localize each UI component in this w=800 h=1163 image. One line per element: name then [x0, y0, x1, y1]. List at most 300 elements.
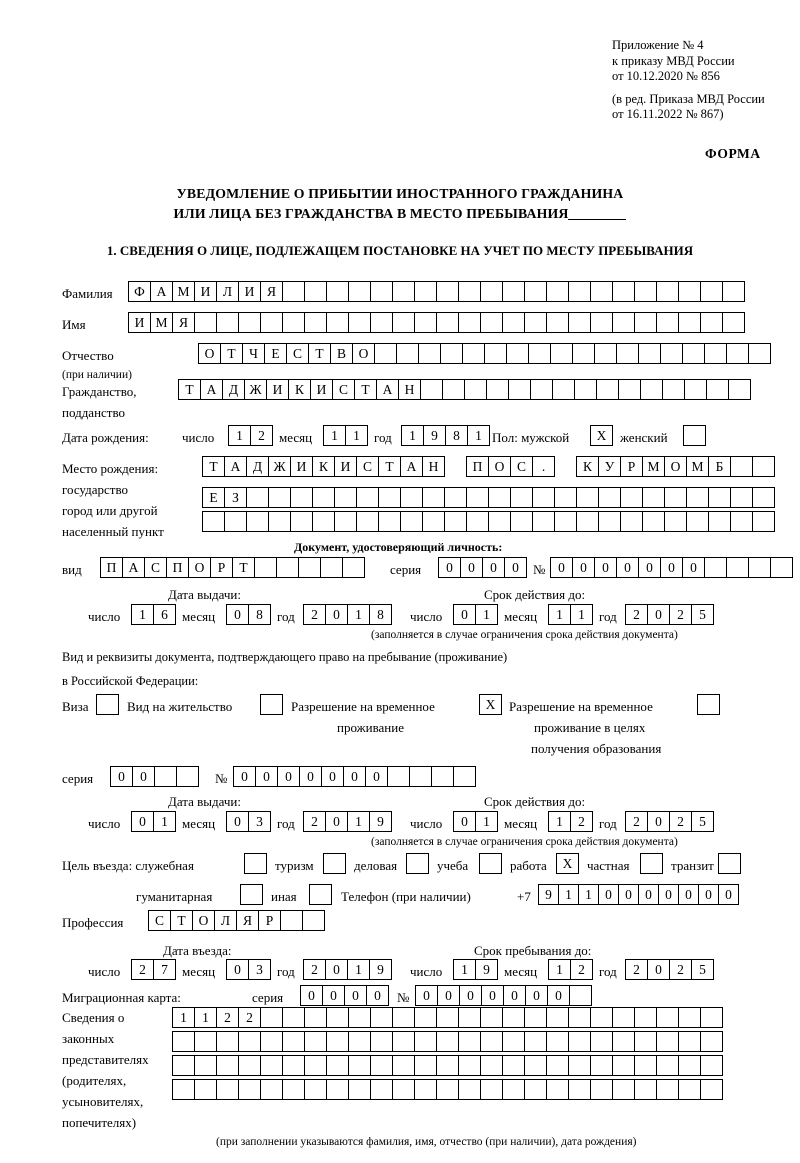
form-cell[interactable]: С	[144, 557, 167, 578]
form-cell[interactable]: 2	[625, 811, 648, 832]
form-cell[interactable]: 0	[299, 766, 322, 787]
form-cell[interactable]: 1	[347, 604, 370, 625]
form-cell[interactable]	[524, 281, 547, 302]
form-cell[interactable]: 0	[698, 884, 719, 905]
form-cell[interactable]: Д	[222, 379, 245, 400]
form-cell[interactable]: .	[532, 456, 555, 477]
form-cell[interactable]	[618, 379, 641, 400]
form-cell[interactable]: А	[224, 456, 247, 477]
form-cell[interactable]: 0	[233, 766, 256, 787]
form-cell[interactable]	[370, 1031, 393, 1052]
form-cell[interactable]: 0	[598, 884, 619, 905]
form-cell[interactable]	[642, 511, 665, 532]
form-cell[interactable]	[440, 343, 463, 364]
form-cell[interactable]	[238, 1031, 261, 1052]
form-cell[interactable]	[282, 1055, 305, 1076]
form-cell[interactable]	[682, 343, 705, 364]
form-cell[interactable]	[686, 487, 709, 508]
form-cell[interactable]: 0	[504, 557, 527, 578]
form-cell[interactable]: 1	[153, 811, 176, 832]
form-cell[interactable]	[370, 281, 393, 302]
form-cell[interactable]: 0	[322, 985, 345, 1006]
form-cell[interactable]: Л	[216, 281, 239, 302]
form-cell[interactable]	[326, 1079, 349, 1100]
form-cell[interactable]: 0	[618, 884, 639, 905]
form-cell[interactable]: Е	[202, 487, 225, 508]
form-cell[interactable]	[656, 281, 679, 302]
form-cell[interactable]	[458, 1007, 481, 1028]
form-cell[interactable]: Т	[170, 910, 193, 931]
form-cell[interactable]: 0	[481, 985, 504, 1006]
form-cell[interactable]	[326, 281, 349, 302]
form-cell[interactable]	[356, 487, 379, 508]
form-cell[interactable]	[634, 1031, 657, 1052]
form-cell[interactable]: 0	[678, 884, 699, 905]
form-cell[interactable]	[612, 1079, 635, 1100]
form-cell[interactable]: 0	[226, 959, 249, 980]
form-cell[interactable]: И	[334, 456, 357, 477]
stay-valid-year-cells[interactable]	[625, 811, 713, 832]
form-cell[interactable]	[568, 281, 591, 302]
form-cell[interactable]	[634, 1079, 657, 1100]
form-cell[interactable]	[356, 511, 379, 532]
form-cell[interactable]	[574, 379, 597, 400]
form-cell[interactable]	[334, 511, 357, 532]
form-cell[interactable]	[238, 1055, 261, 1076]
form-cell[interactable]: А	[150, 281, 173, 302]
form-cell[interactable]: 0	[300, 985, 323, 1006]
form-cell[interactable]	[392, 1031, 415, 1052]
form-cell[interactable]	[298, 557, 321, 578]
form-cell[interactable]: 2	[303, 604, 326, 625]
purpose-transit-checkbox[interactable]	[718, 853, 741, 874]
form-cell[interactable]: Ж	[268, 456, 291, 477]
form-cell[interactable]	[722, 312, 745, 333]
form-cell[interactable]: 0	[638, 884, 659, 905]
doc-issue-month-cells[interactable]	[226, 604, 270, 625]
form-cell[interactable]	[678, 312, 701, 333]
form-cell[interactable]	[246, 487, 269, 508]
form-cell[interactable]	[458, 281, 481, 302]
residence-permit-checkbox[interactable]	[260, 694, 283, 715]
birth-place-city-cells-row1[interactable]	[202, 487, 774, 508]
form-cell[interactable]	[304, 312, 327, 333]
stay-valid-day-cells[interactable]	[453, 811, 497, 832]
form-cell[interactable]	[260, 1007, 283, 1028]
form-cell[interactable]: 2	[238, 1007, 261, 1028]
form-cell[interactable]	[348, 1079, 371, 1100]
edu-residence-checkbox[interactable]	[697, 694, 720, 715]
form-cell[interactable]: 1	[194, 1007, 217, 1028]
stay-until-month-cells[interactable]	[548, 959, 592, 980]
purpose-other-checkbox[interactable]	[309, 884, 332, 905]
form-cell[interactable]: Т	[178, 379, 201, 400]
stay-valid-month-cells[interactable]	[548, 811, 592, 832]
form-cell[interactable]	[546, 1055, 569, 1076]
form-cell[interactable]: Д	[246, 456, 269, 477]
form-cell[interactable]: 2	[303, 811, 326, 832]
form-cell[interactable]: Н	[398, 379, 421, 400]
form-cell[interactable]	[752, 456, 775, 477]
form-cell[interactable]	[700, 1055, 723, 1076]
form-cell[interactable]: О	[488, 456, 511, 477]
form-cell[interactable]: А	[376, 379, 399, 400]
form-cell[interactable]: А	[400, 456, 423, 477]
form-cell[interactable]: 0	[226, 811, 249, 832]
form-cell[interactable]: 1	[323, 425, 346, 446]
form-cell[interactable]: 1	[172, 1007, 195, 1028]
form-cell[interactable]: 1	[548, 811, 571, 832]
form-cell[interactable]	[326, 1055, 349, 1076]
form-cell[interactable]: 0	[110, 766, 133, 787]
form-cell[interactable]	[620, 511, 643, 532]
sex-female-checkbox[interactable]	[683, 425, 706, 446]
form-cell[interactable]: 0	[460, 557, 483, 578]
form-cell[interactable]: 0	[325, 604, 348, 625]
form-cell[interactable]	[594, 343, 617, 364]
form-cell[interactable]: 6	[153, 604, 176, 625]
form-cell[interactable]	[590, 281, 613, 302]
form-cell[interactable]	[510, 487, 533, 508]
form-cell[interactable]	[700, 312, 723, 333]
form-cell[interactable]: 0	[660, 557, 683, 578]
form-cell[interactable]: 1	[347, 811, 370, 832]
form-cell[interactable]	[484, 343, 507, 364]
form-cell[interactable]	[202, 511, 225, 532]
name-cells[interactable]	[128, 312, 744, 333]
form-cell[interactable]	[528, 343, 551, 364]
form-cell[interactable]	[726, 557, 749, 578]
form-cell[interactable]	[370, 1079, 393, 1100]
form-cell[interactable]: М	[150, 312, 173, 333]
form-cell[interactable]	[458, 1079, 481, 1100]
form-cell[interactable]: К	[576, 456, 599, 477]
form-cell[interactable]	[612, 312, 635, 333]
form-cell[interactable]: О	[188, 557, 211, 578]
legal-rep-cells-row1[interactable]	[172, 1007, 722, 1028]
form-cell[interactable]	[590, 1031, 613, 1052]
form-cell[interactable]: 2	[625, 604, 648, 625]
doc-kind-cells[interactable]	[100, 557, 364, 578]
profession-cells[interactable]	[148, 910, 324, 931]
form-cell[interactable]: М	[172, 281, 195, 302]
form-cell[interactable]: М	[686, 456, 709, 477]
form-cell[interactable]	[436, 1079, 459, 1100]
form-cell[interactable]	[612, 1055, 635, 1076]
form-cell[interactable]	[326, 1031, 349, 1052]
form-cell[interactable]: 0	[616, 557, 639, 578]
sex-male-checkbox[interactable]: X	[590, 425, 613, 446]
form-cell[interactable]: 0	[437, 985, 460, 1006]
form-cell[interactable]	[524, 1055, 547, 1076]
form-cell[interactable]: 0	[321, 766, 344, 787]
form-cell[interactable]	[304, 281, 327, 302]
form-cell[interactable]: Т	[308, 343, 331, 364]
form-cell[interactable]	[524, 1079, 547, 1100]
form-cell[interactable]	[748, 343, 771, 364]
form-cell[interactable]	[502, 1055, 525, 1076]
form-cell[interactable]	[442, 379, 465, 400]
form-cell[interactable]	[216, 312, 239, 333]
form-cell[interactable]	[530, 379, 553, 400]
birth-month-cells[interactable]	[323, 425, 367, 446]
form-cell[interactable]	[444, 511, 467, 532]
legal-rep-cells-row2[interactable]	[172, 1031, 722, 1052]
form-cell[interactable]	[678, 1007, 701, 1028]
form-cell[interactable]: 1	[475, 604, 498, 625]
form-cell[interactable]	[554, 511, 577, 532]
doc-valid-year-cells[interactable]	[625, 604, 713, 625]
form-cell[interactable]: 1	[347, 959, 370, 980]
form-cell[interactable]: 0	[415, 985, 438, 1006]
form-cell[interactable]: 2	[669, 811, 692, 832]
form-cell[interactable]: 0	[325, 959, 348, 980]
form-cell[interactable]	[546, 1079, 569, 1100]
form-cell[interactable]	[546, 1031, 569, 1052]
form-cell[interactable]	[392, 281, 415, 302]
form-cell[interactable]	[728, 379, 751, 400]
form-cell[interactable]	[554, 487, 577, 508]
form-cell[interactable]	[302, 910, 325, 931]
form-cell[interactable]: 2	[669, 959, 692, 980]
form-cell[interactable]	[370, 312, 393, 333]
form-cell[interactable]	[510, 511, 533, 532]
form-cell[interactable]: О	[352, 343, 375, 364]
phone-cells[interactable]	[538, 884, 738, 905]
legal-rep-cells-row3[interactable]	[172, 1055, 722, 1076]
form-cell[interactable]	[662, 379, 685, 400]
form-cell[interactable]: 0	[594, 557, 617, 578]
form-cell[interactable]	[590, 1079, 613, 1100]
form-cell[interactable]	[370, 1007, 393, 1028]
form-cell[interactable]	[634, 281, 657, 302]
form-cell[interactable]	[462, 343, 485, 364]
form-cell[interactable]	[348, 1055, 371, 1076]
form-cell[interactable]	[466, 511, 489, 532]
form-cell[interactable]	[268, 511, 291, 532]
migration-series-cells[interactable]	[300, 985, 388, 1006]
form-cell[interactable]: 8	[369, 604, 392, 625]
form-cell[interactable]	[678, 1055, 701, 1076]
form-cell[interactable]: Л	[214, 910, 237, 931]
form-cell[interactable]	[524, 1031, 547, 1052]
form-cell[interactable]	[656, 1055, 679, 1076]
form-cell[interactable]	[436, 1055, 459, 1076]
form-cell[interactable]	[282, 312, 305, 333]
form-cell[interactable]	[598, 487, 621, 508]
form-cell[interactable]: 0	[453, 604, 476, 625]
form-cell[interactable]: 0	[343, 766, 366, 787]
migration-number-cells[interactable]	[415, 985, 591, 1006]
form-cell[interactable]	[444, 456, 467, 477]
form-cell[interactable]	[348, 1031, 371, 1052]
form-cell[interactable]	[422, 511, 445, 532]
form-cell[interactable]: 0	[277, 766, 300, 787]
form-cell[interactable]: 1	[453, 959, 476, 980]
form-cell[interactable]	[304, 1031, 327, 1052]
form-cell[interactable]: И	[290, 456, 313, 477]
form-cell[interactable]	[706, 379, 729, 400]
entry-year-cells[interactable]	[303, 959, 391, 980]
form-cell[interactable]	[392, 1007, 415, 1028]
form-cell[interactable]	[378, 487, 401, 508]
form-cell[interactable]	[348, 312, 371, 333]
form-cell[interactable]	[480, 1031, 503, 1052]
form-cell[interactable]: С	[510, 456, 533, 477]
form-cell[interactable]: З	[224, 487, 247, 508]
form-cell[interactable]: 2	[625, 959, 648, 980]
form-cell[interactable]: А	[122, 557, 145, 578]
form-cell[interactable]	[238, 1079, 261, 1100]
form-cell[interactable]	[569, 985, 592, 1006]
form-cell[interactable]	[640, 379, 663, 400]
form-cell[interactable]	[700, 1007, 723, 1028]
form-cell[interactable]	[708, 511, 731, 532]
form-cell[interactable]	[620, 487, 643, 508]
form-cell[interactable]: О	[198, 343, 221, 364]
purpose-humanitarian-checkbox[interactable]	[240, 884, 263, 905]
form-cell[interactable]: 0	[718, 884, 739, 905]
form-cell[interactable]: 2	[570, 959, 593, 980]
form-cell[interactable]: 9	[369, 959, 392, 980]
form-cell[interactable]	[396, 343, 419, 364]
form-cell[interactable]	[414, 312, 437, 333]
form-cell[interactable]	[508, 379, 531, 400]
form-cell[interactable]: 0	[344, 985, 367, 1006]
form-cell[interactable]	[502, 1007, 525, 1028]
form-cell[interactable]	[453, 766, 476, 787]
stay-issue-month-cells[interactable]	[226, 811, 270, 832]
form-cell[interactable]: Я	[172, 312, 195, 333]
form-cell[interactable]	[458, 1055, 481, 1076]
form-cell[interactable]	[280, 910, 303, 931]
entry-day-cells[interactable]	[131, 959, 175, 980]
form-cell[interactable]	[387, 766, 410, 787]
form-cell[interactable]	[502, 312, 525, 333]
form-cell[interactable]	[634, 1055, 657, 1076]
form-cell[interactable]: 9	[423, 425, 446, 446]
form-cell[interactable]	[568, 1079, 591, 1100]
form-cell[interactable]	[480, 1055, 503, 1076]
stay-number-cells[interactable]	[233, 766, 475, 787]
form-cell[interactable]: 2	[250, 425, 273, 446]
form-cell[interactable]: П	[100, 557, 123, 578]
form-cell[interactable]	[304, 1055, 327, 1076]
form-cell[interactable]	[282, 1007, 305, 1028]
form-cell[interactable]: С	[332, 379, 355, 400]
form-cell[interactable]: О	[664, 456, 687, 477]
form-cell[interactable]: 0	[647, 604, 670, 625]
form-cell[interactable]	[414, 1007, 437, 1028]
form-cell[interactable]	[546, 312, 569, 333]
form-cell[interactable]	[320, 557, 343, 578]
form-cell[interactable]	[290, 511, 313, 532]
form-cell[interactable]	[590, 312, 613, 333]
form-cell[interactable]	[260, 1055, 283, 1076]
form-cell[interactable]: 7	[153, 959, 176, 980]
form-cell[interactable]: И	[238, 281, 261, 302]
form-cell[interactable]	[400, 487, 423, 508]
purpose-private-checkbox[interactable]	[640, 853, 663, 874]
form-cell[interactable]: 0	[638, 557, 661, 578]
form-cell[interactable]	[590, 1055, 613, 1076]
form-cell[interactable]	[488, 511, 511, 532]
form-cell[interactable]	[708, 487, 731, 508]
form-cell[interactable]: 0	[459, 985, 482, 1006]
form-cell[interactable]	[634, 312, 657, 333]
form-cell[interactable]: С	[286, 343, 309, 364]
form-cell[interactable]	[596, 379, 619, 400]
form-cell[interactable]	[638, 343, 661, 364]
form-cell[interactable]	[238, 312, 261, 333]
form-cell[interactable]	[409, 766, 432, 787]
form-cell[interactable]	[392, 312, 415, 333]
doc-issue-day-cells[interactable]	[131, 604, 175, 625]
form-cell[interactable]: М	[642, 456, 665, 477]
form-cell[interactable]	[656, 1007, 679, 1028]
stay-series-cells[interactable]	[110, 766, 198, 787]
form-cell[interactable]: 0	[365, 766, 388, 787]
form-cell[interactable]	[598, 511, 621, 532]
form-cell[interactable]	[656, 1031, 679, 1052]
form-cell[interactable]	[414, 1031, 437, 1052]
purpose-business-checkbox[interactable]	[406, 853, 429, 874]
form-cell[interactable]	[480, 1007, 503, 1028]
form-cell[interactable]	[414, 1055, 437, 1076]
temp-residence-checkbox[interactable]: X	[479, 694, 502, 715]
form-cell[interactable]	[282, 1031, 305, 1052]
form-cell[interactable]: 8	[248, 604, 271, 625]
form-cell[interactable]: Ж	[244, 379, 267, 400]
form-cell[interactable]: 0	[572, 557, 595, 578]
form-cell[interactable]	[552, 379, 575, 400]
form-cell[interactable]	[312, 511, 335, 532]
form-cell[interactable]	[304, 1007, 327, 1028]
form-cell[interactable]	[260, 1031, 283, 1052]
purpose-study-checkbox[interactable]	[479, 853, 502, 874]
form-cell[interactable]	[420, 379, 443, 400]
form-cell[interactable]	[276, 557, 299, 578]
form-cell[interactable]: 0	[325, 811, 348, 832]
form-cell[interactable]: 1	[548, 604, 571, 625]
form-cell[interactable]: 1	[570, 604, 593, 625]
form-cell[interactable]: 1	[131, 604, 154, 625]
form-cell[interactable]	[704, 557, 727, 578]
form-cell[interactable]	[444, 487, 467, 508]
form-cell[interactable]	[326, 1007, 349, 1028]
form-cell[interactable]	[752, 487, 775, 508]
form-cell[interactable]	[466, 487, 489, 508]
form-cell[interactable]	[464, 379, 487, 400]
form-cell[interactable]: 0	[226, 604, 249, 625]
citizenship-cells[interactable]	[178, 379, 750, 400]
form-cell[interactable]	[550, 343, 573, 364]
form-cell[interactable]	[664, 511, 687, 532]
form-cell[interactable]	[612, 1007, 635, 1028]
entry-month-cells[interactable]	[226, 959, 270, 980]
birth-year-cells[interactable]	[401, 425, 489, 446]
form-cell[interactable]: Н	[422, 456, 445, 477]
form-cell[interactable]: Ч	[242, 343, 265, 364]
form-cell[interactable]	[458, 312, 481, 333]
form-cell[interactable]: 2	[669, 604, 692, 625]
form-cell[interactable]	[370, 1055, 393, 1076]
form-cell[interactable]: 0	[131, 811, 154, 832]
form-cell[interactable]: 2	[131, 959, 154, 980]
form-cell[interactable]	[572, 343, 595, 364]
form-cell[interactable]	[194, 1079, 217, 1100]
form-cell[interactable]: В	[330, 343, 353, 364]
